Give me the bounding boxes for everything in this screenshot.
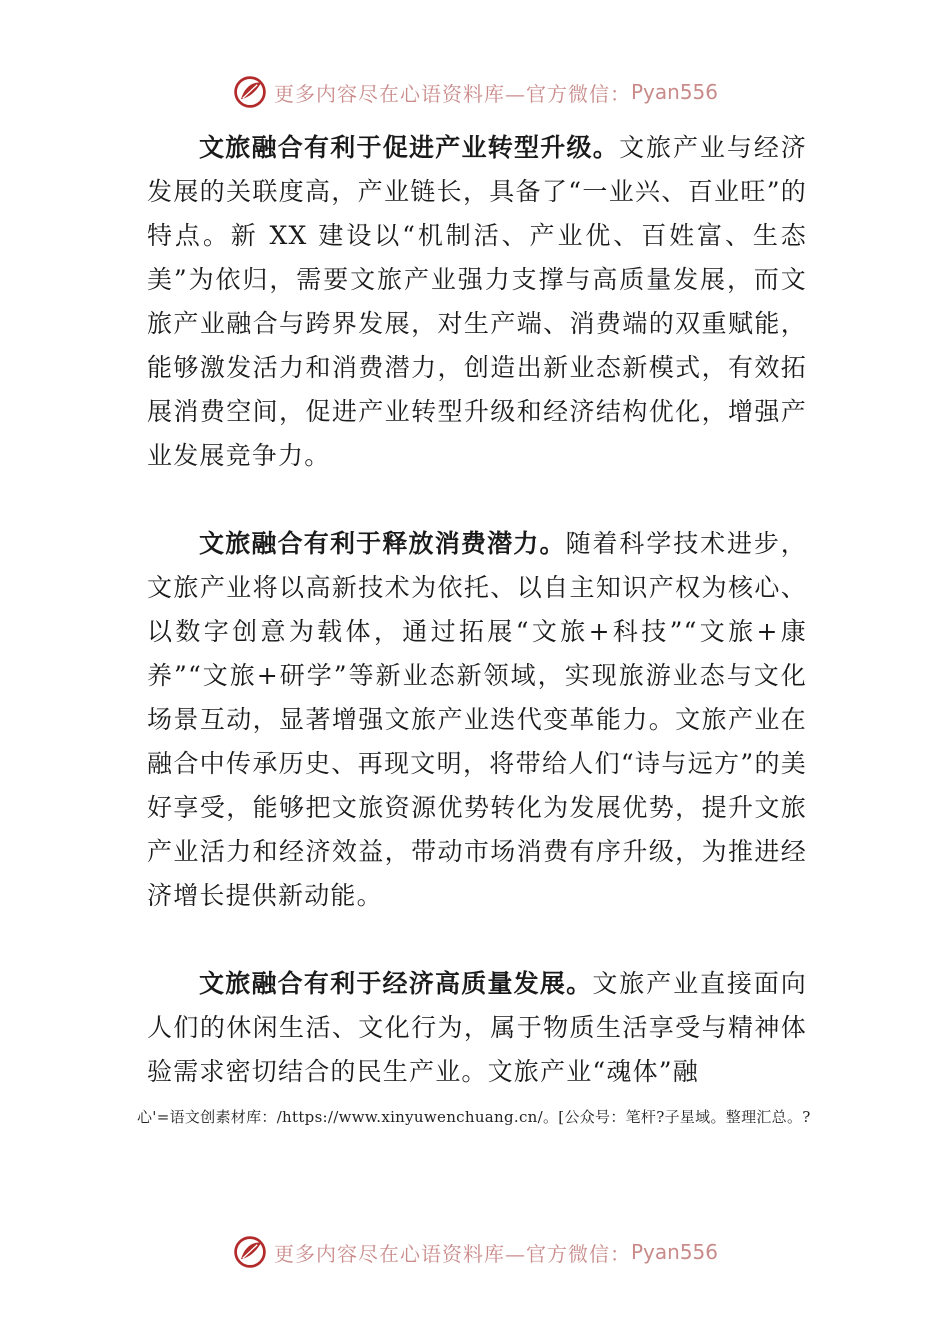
paragraph-1-body: 文旅产业与经济发展的关联度高，产业链长，具备了“一业兴、百业旺”的特点。新 XX 建设以“机制活、产业优、百姓富、生态美”为依归，需要文旅产业强力支撑与高质量发展，而文旅产业融合与跨界发展，对生产端、消费端的双重赋能，能够激发活力和消费潜力，创造出新业态新模式，有效拓展消费空间，促进产业转型升级和经济结构优化，增强产业发展竞争力。 <box>147 133 807 470</box>
paragraph-2 <box>147 522 807 918</box>
source-footnote: 心'=语文创素材库：/https://www.xinyuwenchuang.cn/。[公众号：笔杆?子星域。整理汇总。? <box>137 1108 811 1126</box>
paragraph-2-body: 随着科学技术进步，文旅产业将以高新技术为依托、以自主知识产权为核心、以数字创意为载体，通过拓展“文旅+科技”“文旅+康养”“文旅+研学”等新业态新领域，实现旅游业态与文化场景互动，显著增强文旅产业迭代变革能力。文旅产业在融合中传承历史、再现文明，将带给人们“诗与远方”的美好享受，能够把文旅资源优势转化为发展优势，提升文旅产业活力和经济效益，带动市场消费有序升级，为推进经济增长提供新动能。 <box>147 529 807 910</box>
paragraph-1-lead: 文旅融合有利于促进产业转型升级。 <box>199 133 620 162</box>
header-banner-text: 更多内容尽在心语资料库—官方微信： <box>273 81 631 106</box>
footer-banner <box>0 1230 950 1274</box>
footer-banner-text: 更多内容尽在心语资料库—官方微信： <box>273 1241 631 1266</box>
footer-wechat-id: Pyan556 <box>630 1240 718 1264</box>
paragraph-3-body: 文旅产业直接面向人们的休闲生活、文化行为，属于物质生活享受与精神体验需求密切结合的民生产业。文旅产业“魂体”融 <box>147 969 807 1086</box>
document-body <box>147 126 807 1138</box>
header-wechat-id: Pyan556 <box>630 80 718 104</box>
paragraph-1 <box>147 126 807 478</box>
paragraph-3 <box>147 962 807 1094</box>
red-leaf-logo-icon <box>232 1234 268 1270</box>
paragraph-3-lead: 文旅融合有利于经济高质量发展。 <box>199 969 593 998</box>
red-leaf-logo-icon <box>232 74 268 110</box>
paragraph-2-lead: 文旅融合有利于释放消费潜力。 <box>199 529 566 558</box>
header-banner <box>0 70 950 114</box>
